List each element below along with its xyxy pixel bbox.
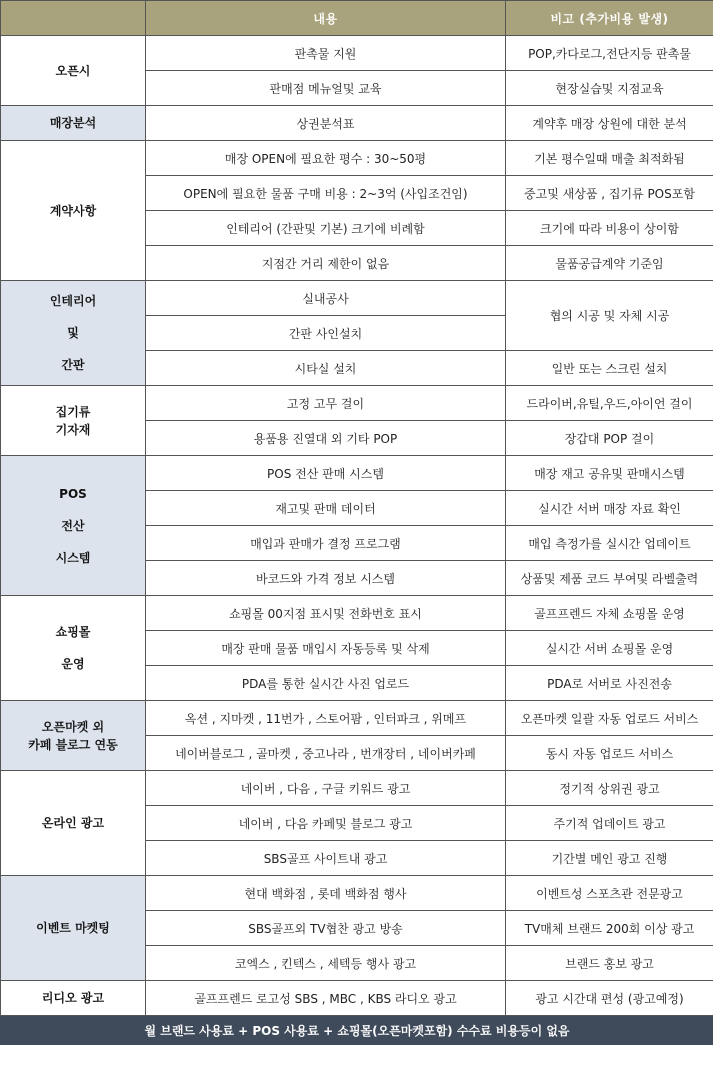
footer-row <box>1 1016 713 1045</box>
remark-cell: 기간별 메인 광고 진행 <box>506 841 713 876</box>
table-row <box>1 36 713 71</box>
remark-cell: 주기적 업데이트 광고 <box>506 806 713 841</box>
content-cell: 옥션 , 지마켓 , 11번가 , 스토어팜 , 인터파크 , 위메프 <box>146 701 506 736</box>
content-cell: 상권분석표 <box>146 106 506 141</box>
remark-cell: 실시간 서버 쇼핑몰 운영 <box>506 631 713 666</box>
header-remarks: 비고 (추가비용 발생) <box>506 1 713 36</box>
remark-cell: 매장 재고 공유및 판매시스템 <box>506 456 713 491</box>
content-cell: SBS골프외 TV협찬 광고 방송 <box>146 911 506 946</box>
table-row <box>1 106 713 141</box>
content-cell: 매장 판매 물품 매입시 자동등록 및 삭제 <box>146 631 506 666</box>
category-radio: 리디오 광고 <box>1 981 146 1016</box>
content-cell: 현대 백화점 , 롯데 백화점 행사 <box>146 876 506 911</box>
remark-cell: 일반 또는 스크린 설치 <box>506 351 713 386</box>
remark-cell: 기본 평수일때 매출 최적화됨 <box>506 141 713 176</box>
content-cell: 인테리어 (간판및 기본) 크기에 비례함 <box>146 211 506 246</box>
category-line: 카페 블로그 연동 <box>28 737 118 752</box>
content-cell: 고정 고무 걸이 <box>146 386 506 421</box>
category-open: 오픈시 <box>1 36 146 106</box>
remark-cell: 골프프렌드 자체 쇼핑몰 운영 <box>506 596 713 631</box>
category-event: 이벤트 마켓팅 <box>1 876 146 981</box>
table-row <box>1 981 713 1016</box>
category-line: 시스템 <box>55 550 91 565</box>
category-line: 간판 <box>61 358 85 372</box>
remark-cell: 브랜드 홍보 광고 <box>506 946 713 981</box>
header-row <box>1 1 713 36</box>
content-cell: 네이버 , 다음 , 구글 키워드 광고 <box>146 771 506 806</box>
content-cell: SBS골프 사이트내 광고 <box>146 841 506 876</box>
remark-cell: 광고 시간대 편성 (광고예정) <box>506 981 713 1016</box>
remark-cell: 동시 자동 업로드 서비스 <box>506 736 713 771</box>
header-content: 내용 <box>146 1 506 36</box>
category-line: POS <box>59 486 87 501</box>
remark-cell: 오픈마켓 일괄 자동 업로드 서비스 <box>506 701 713 736</box>
table-row <box>1 386 713 421</box>
category-line: 집기류 <box>55 404 91 419</box>
category-mall <box>1 596 146 701</box>
content-cell: 코엑스 , 킨텍스 , 세텍등 행사 광고 <box>146 946 506 981</box>
remark-cell: 중고및 새상품 , 집기류 POS포함 <box>506 176 713 211</box>
category-interior <box>1 281 146 386</box>
content-cell: 시타실 설치 <box>146 351 506 386</box>
content-cell: 간판 사인설치 <box>146 316 506 351</box>
remark-cell: TV매체 브랜드 200회 이상 광고 <box>506 911 713 946</box>
content-cell: 재고및 판매 데이터 <box>146 491 506 526</box>
content-cell: 실내공사 <box>146 281 506 316</box>
table-row <box>1 281 713 316</box>
content-cell: 매입과 판매가 결정 프로그램 <box>146 526 506 561</box>
content-cell: 용품용 진열대 외 기타 POP <box>146 421 506 456</box>
remark-cell: 실시간 서버 매장 자료 확인 <box>506 491 713 526</box>
content-cell: POS 전산 판매 시스템 <box>146 456 506 491</box>
category-line: 쇼핑몰 <box>55 625 91 639</box>
category-line: 오픈마켓 외 <box>41 719 105 734</box>
content-cell: 네이버 , 다음 카페및 블로그 광고 <box>146 806 506 841</box>
category-fixtures <box>1 386 146 456</box>
content-cell: 판촉물 지원 <box>146 36 506 71</box>
table-row <box>1 141 713 176</box>
remark-cell-merged: 협의 시공 및 자체 시공 <box>506 281 713 351</box>
footer-note: 월 브랜드 사용료 + POS 사용료 + 쇼핑몰(오픈마켓포함) 수수료 비용등이 없음 <box>1 1016 713 1045</box>
category-online: 온라인 광고 <box>1 771 146 876</box>
remark-cell: 상품및 제품 코드 부여및 라벨출력 <box>506 561 713 596</box>
content-cell: 지점간 거리 제한이 없음 <box>146 246 506 281</box>
category-line: 전산 <box>61 518 85 533</box>
content-cell: 바코드와 가격 정보 시스템 <box>146 561 506 596</box>
category-line: 기자재 <box>55 422 91 437</box>
remark-cell: 물품공급계약 기준임 <box>506 246 713 281</box>
content-cell: OPEN에 필요한 물품 구매 비용 : 2~3억 (사입조건임) <box>146 176 506 211</box>
category-line: 및 <box>67 326 79 340</box>
remark-cell: 장갑대 POP 걸이 <box>506 421 713 456</box>
remark-cell: 매입 측정가를 실시간 업데이트 <box>506 526 713 561</box>
table-row <box>1 456 713 491</box>
remark-cell: 드라이버,유틸,우드,아이언 걸이 <box>506 386 713 421</box>
category-line: 운영 <box>61 657 85 671</box>
table-row <box>1 701 713 736</box>
table-row <box>1 596 713 631</box>
content-cell: PDA를 통한 실시간 사진 업로드 <box>146 666 506 701</box>
remark-cell: 계약후 매장 상원에 대한 분석 <box>506 106 713 141</box>
category-openmarket <box>1 701 146 771</box>
table-row <box>1 876 713 911</box>
category-pos <box>1 456 146 596</box>
category-line: 인테리어 <box>49 294 97 308</box>
content-cell: 골프프렌드 로고성 SBS , MBC , KBS 라디오 광고 <box>146 981 506 1016</box>
remark-cell: PDA로 서버로 사진전송 <box>506 666 713 701</box>
category-contract: 계약사항 <box>1 141 146 281</box>
content-cell: 쇼핑몰 00지점 표시및 전화번호 표시 <box>146 596 506 631</box>
remark-cell: 현장실습및 지점교육 <box>506 71 713 106</box>
category-analysis: 매장분석 <box>1 106 146 141</box>
content-cell: 네이버블로그 , 골마켓 , 중고나라 , 번개장터 , 네이버카페 <box>146 736 506 771</box>
remark-cell: 이벤트성 스포츠관 전문광고 <box>506 876 713 911</box>
header-blank <box>1 1 146 36</box>
table-row <box>1 771 713 806</box>
remark-cell: POP,카다로그,전단지등 판촉물 <box>506 36 713 71</box>
content-cell: 매장 OPEN에 필요한 평수 : 30~50평 <box>146 141 506 176</box>
remark-cell: 크기에 따라 비용이 상이함 <box>506 211 713 246</box>
content-cell: 판매점 메뉴얼및 교육 <box>146 71 506 106</box>
remark-cell: 정기적 상위권 광고 <box>506 771 713 806</box>
